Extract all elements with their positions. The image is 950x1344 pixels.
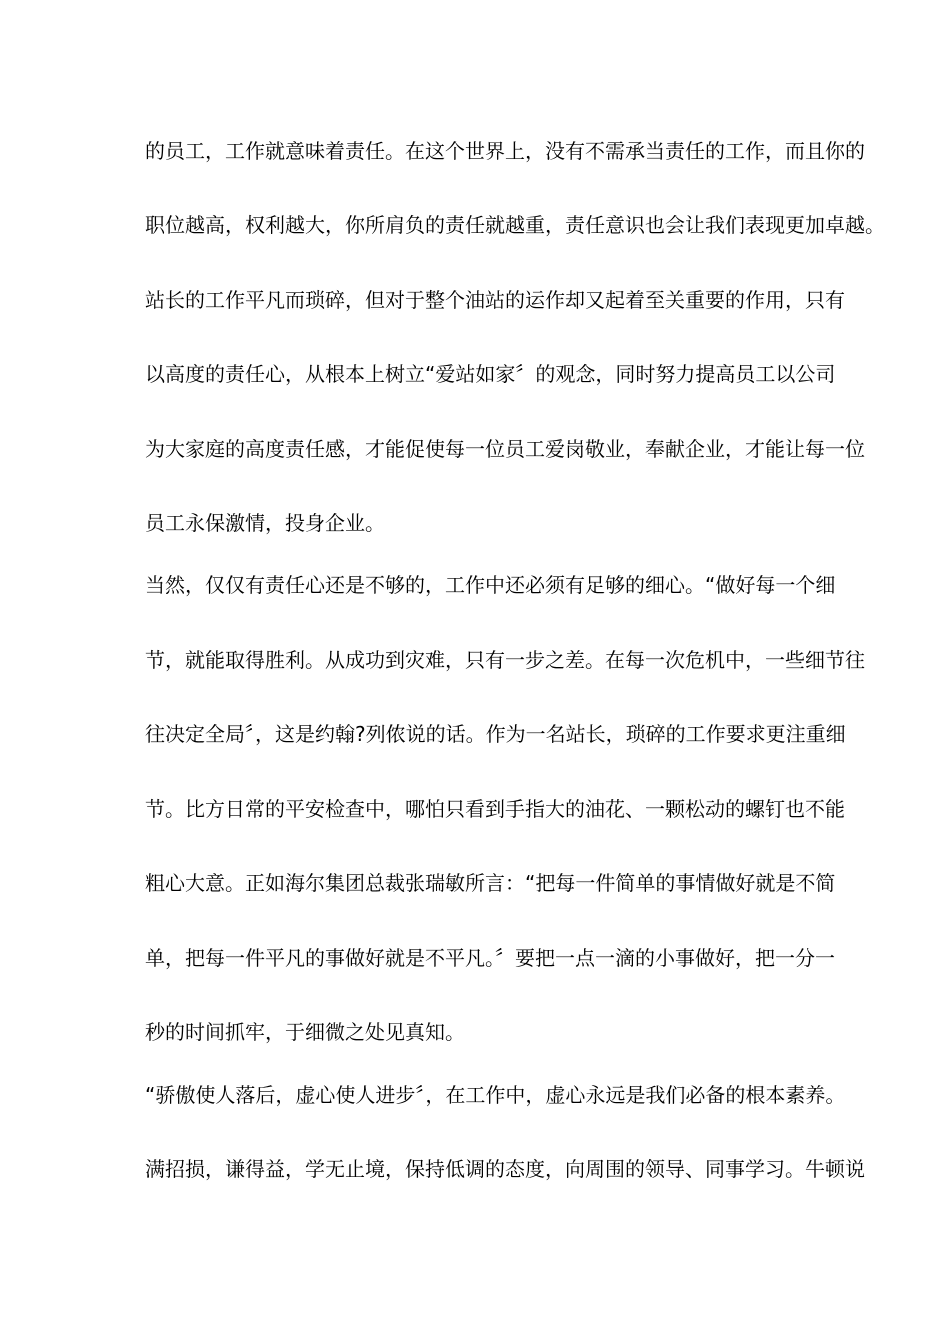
text-line: 节。比方日常的平安检查中，哪怕只看到手指大的油花、一颗松动的螺钉也不能 [145, 797, 845, 821]
text-line: 为大家庭的高度责任感，才能促使每一位员工爱岗敬业，奉献企业，才能让每一位 [145, 437, 865, 461]
text-line: 以高度的责任心，从根本上树立“爱站如家〞的观念，同时努力提高员工以公司 [145, 362, 836, 386]
text-line: 往决定全局〞，这是约翰?列侬说的话。作为一名站长，琐碎的工作要求更注重细 [145, 722, 846, 746]
text-line: 节，就能取得胜利。从成功到灾难，只有一步之差。在每一次危机中，一些细节往 [145, 648, 865, 672]
text-line: “骄傲使人落后，虚心使人进步〞，在工作中，虚心永远是我们必备的根本素养。 [145, 1083, 846, 1107]
text-line: 员工永保激情，投身企业。 [145, 511, 385, 535]
text-line: 满招损，谦得益，学无止境，保持低调的态度，向周围的领导、同事学习。牛顿说 [145, 1157, 865, 1181]
text-line: 单，把每一件平凡的事做好就是不平凡。〞要把一点一滴的小事做好，把一分一 [145, 946, 835, 970]
text-line: 站长的工作平凡而琐碎，但对于整个油站的运作却又起着至关重要的作用，只有 [145, 288, 845, 312]
text-line: 的员工，工作就意味着责任。在这个世界上，没有不需承当责任的工作，而且你的 [145, 139, 865, 163]
text-line: 粗心大意。正如海尔集团总裁张瑞敏所言：“把每一件简单的事情做好就是不简 [145, 871, 836, 895]
text-line: 秒的时间抓牢，于细微之处见真知。 [145, 1020, 465, 1044]
text-line: 职位越高，权利越大，你所肩负的责任就越重，责任意识也会让我们表现更加卓越。 [145, 213, 885, 237]
text-line: 当然，仅仅有责任心还是不够的，工作中还必须有足够的细心。“做好每一个细 [145, 573, 836, 597]
